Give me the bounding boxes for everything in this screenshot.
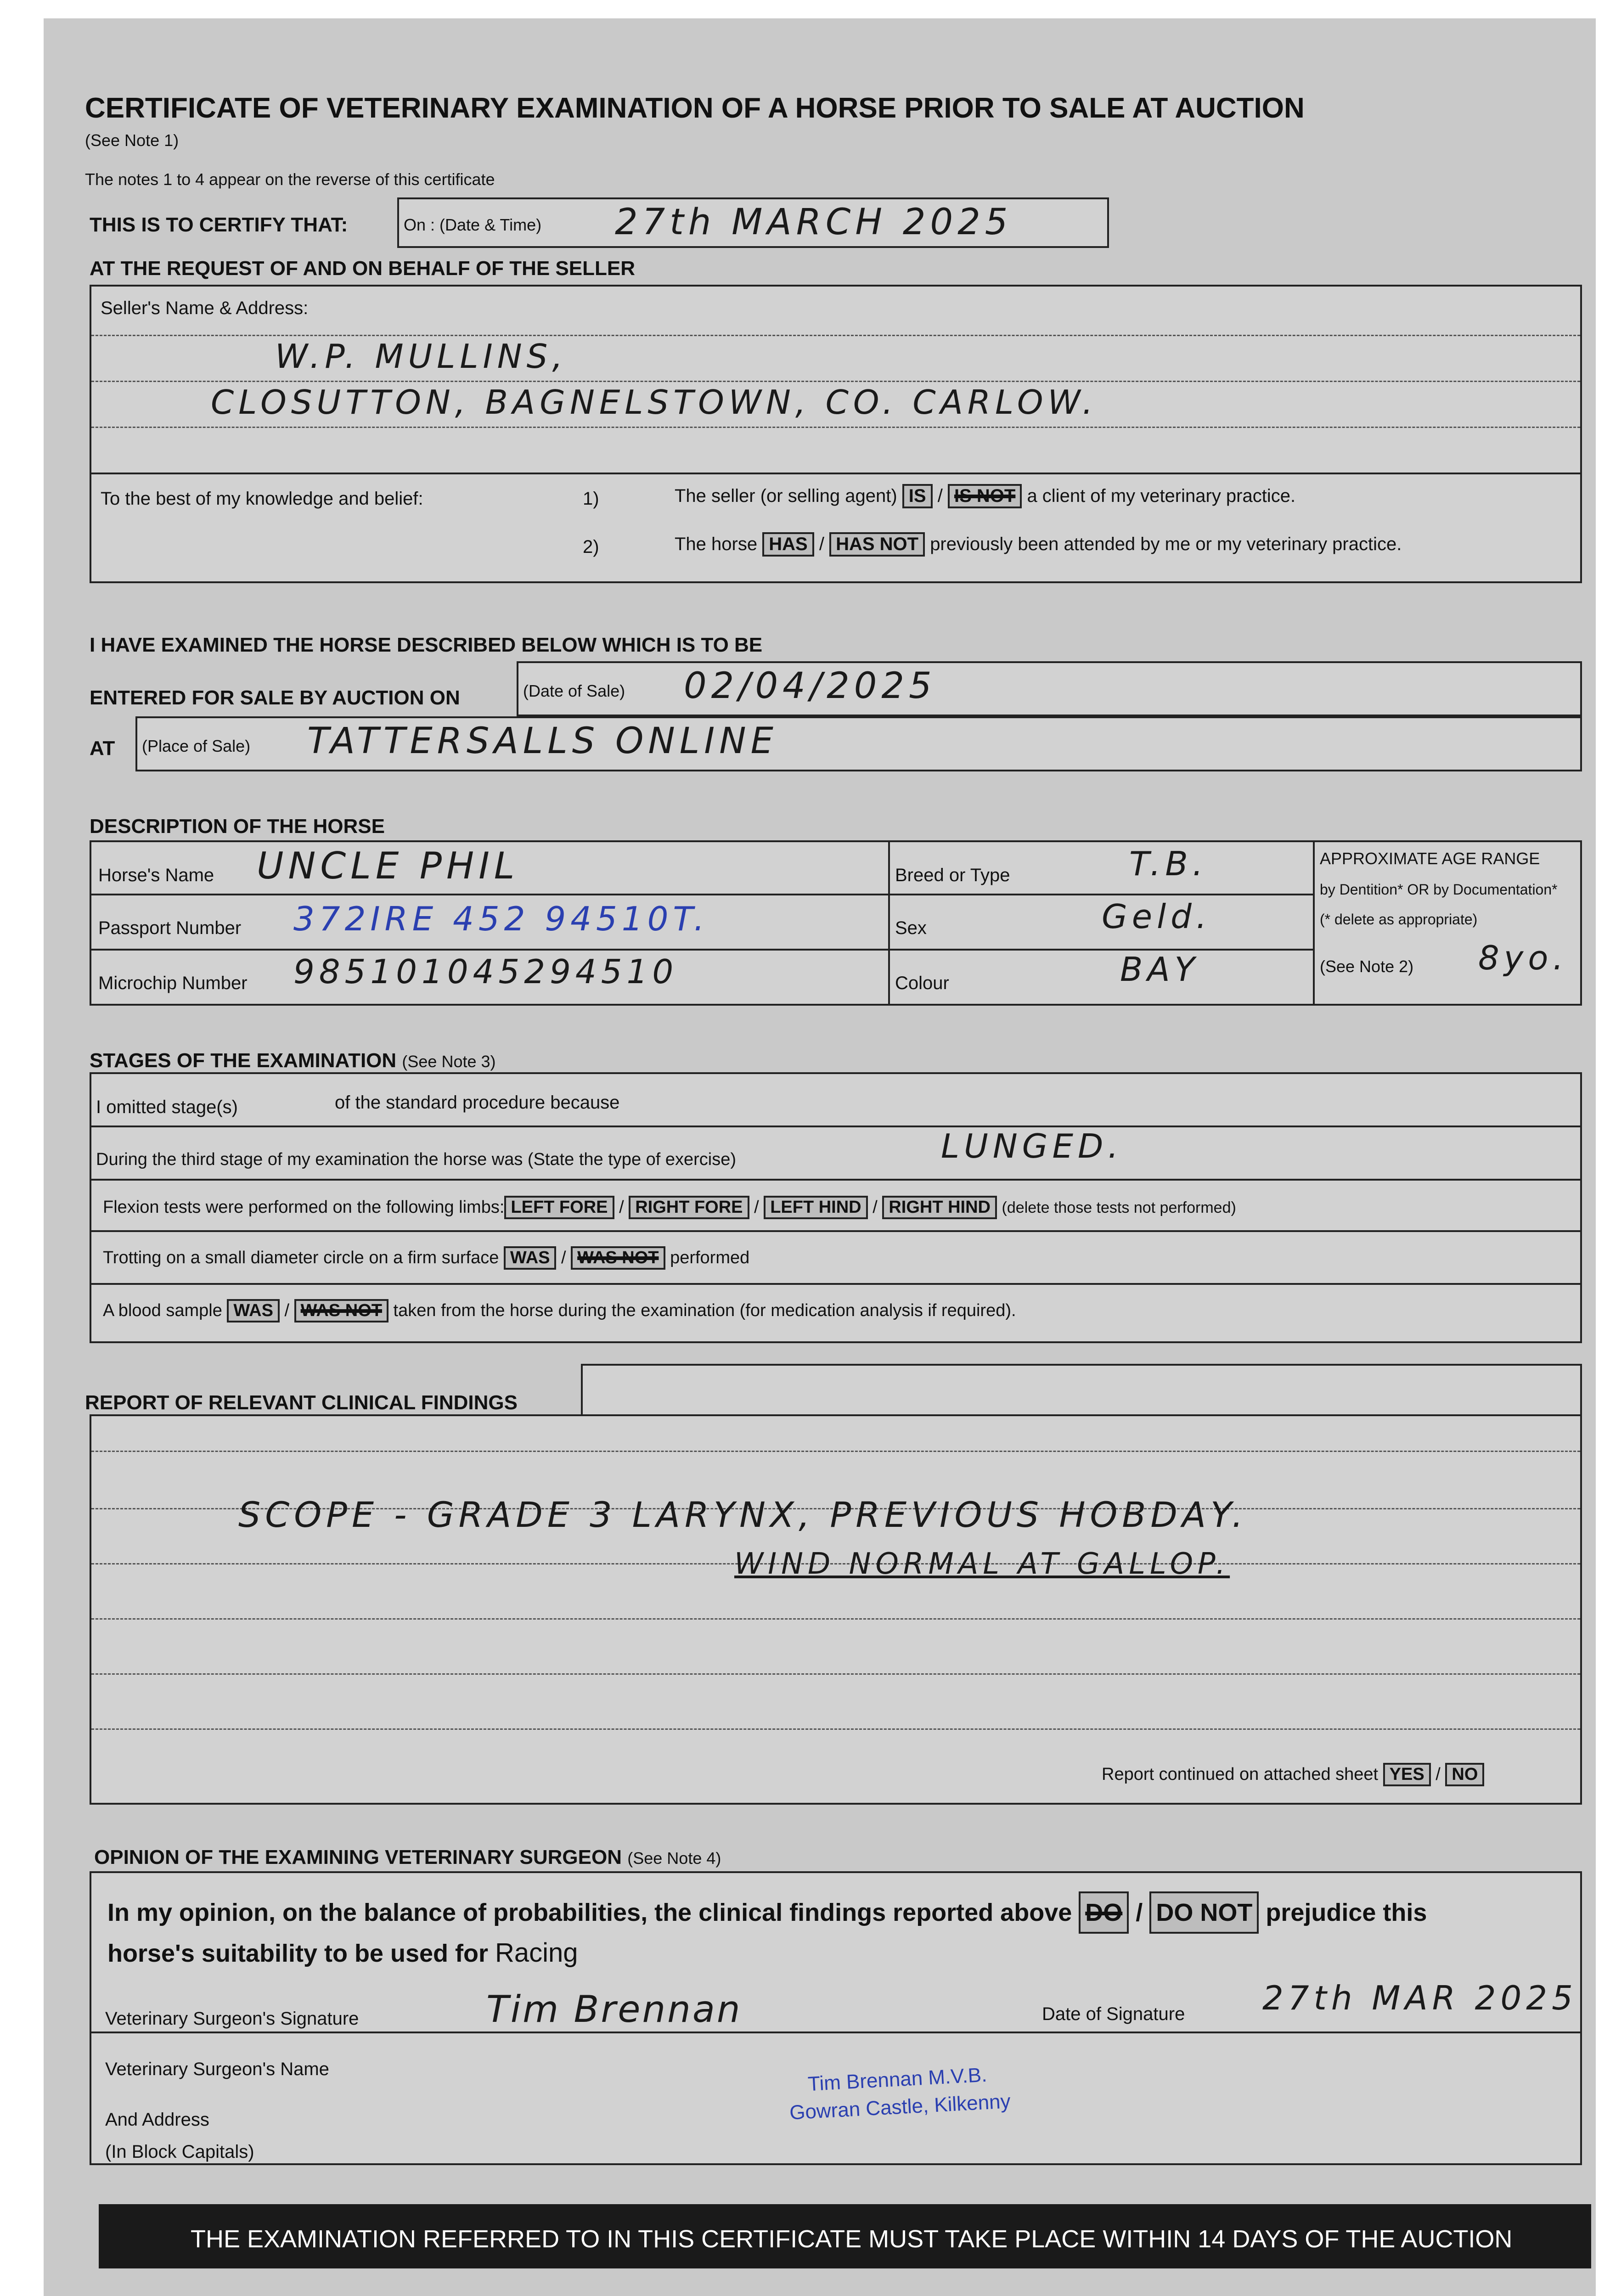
third-stage-value[interactable]: LUNGED. xyxy=(941,1127,1123,1165)
date-time-label: On : (Date & Time) xyxy=(404,215,542,234)
certificate-sheet xyxy=(44,18,1596,2296)
place-of-sale-value: TATTERSALLS ONLINE xyxy=(307,720,778,762)
left-hind-option[interactable]: LEFT HIND xyxy=(764,1196,867,1219)
age-delete-note: (* delete as appropriate) xyxy=(1320,911,1478,928)
continued-no-option[interactable]: NO xyxy=(1445,1763,1484,1786)
trot-was-option[interactable]: WAS xyxy=(504,1246,557,1270)
date-of-sale-value: 02/04/2025 xyxy=(684,665,936,707)
trot-was-not-option[interactable]: WAS NOT xyxy=(571,1246,665,1270)
item2-post: previously been attended by me or my veterinary practice. xyxy=(930,534,1402,554)
seller-address-value[interactable]: CLOSUTTON, BAGNELSTOWN, CO. CARLOW. xyxy=(211,383,1098,422)
item2-pre: The horse xyxy=(675,534,758,554)
do-not-option[interactable]: DO NOT xyxy=(1149,1891,1259,1934)
continued-yes-option[interactable]: YES xyxy=(1383,1763,1431,1786)
passport-label: Passport Number xyxy=(98,918,242,938)
see-note-1: (See Note 1) xyxy=(85,131,179,150)
right-fore-option[interactable]: RIGHT FORE xyxy=(629,1196,749,1219)
stages-heading: STAGES OF THE EXAMINATION (See Note 3) xyxy=(90,1049,496,1072)
item1-number: 1) xyxy=(583,489,599,509)
seller-name-value[interactable]: W.P. MULLINS, xyxy=(275,337,568,376)
signature-date-value[interactable]: 27th MAR 2025 xyxy=(1262,1979,1577,2017)
opinion-text-pre: In my opinion, on the balance of probabilities, the clinical findings reported above xyxy=(107,1899,1072,1926)
microchip-value[interactable]: 985101045294510 xyxy=(293,952,678,991)
place-of-sale-label: (Place of Sale) xyxy=(142,737,251,755)
colour-label: Colour xyxy=(895,973,949,993)
description-heading: DESCRIPTION OF THE HORSE xyxy=(90,815,385,838)
left-fore-option[interactable]: LEFT FORE xyxy=(504,1196,614,1219)
horse-name-value[interactable]: UNCLE PHIL xyxy=(257,844,519,887)
blood-label: A blood sample xyxy=(103,1301,222,1320)
entered-label: ENTERED FOR SALE BY AUCTION ON xyxy=(90,687,460,709)
is-not-option[interactable]: IS NOT xyxy=(948,484,1022,508)
blood-sample-row: A blood sample WAS / WAS NOT taken from the horse during the examination (for medication analysis if required). xyxy=(103,1299,1016,1322)
vet-address-label: And Address xyxy=(105,2110,209,2130)
seller-box xyxy=(90,285,1582,583)
item1-pre: The seller (or selling agent) xyxy=(675,486,897,506)
date-time-value: 27th MARCH 2025 xyxy=(615,202,1013,243)
report-header-box xyxy=(581,1364,1582,1414)
report-continued-row: Report continued on attached sheet YES / NO xyxy=(1102,1763,1484,1786)
certificate-title: CERTIFICATE OF VETERINARY EXAMINATION OF A HORSE PRIOR TO SALE AT AUCTION xyxy=(85,92,1305,124)
stages-box xyxy=(90,1072,1582,1343)
microchip-label: Microchip Number xyxy=(98,973,248,993)
flexion-tests-row: Flexion tests were performed on the following limbs: LEFT FORE / RIGHT FORE / LEFT HIND / RIGHT HIND (delete those tests not performed) xyxy=(103,1196,1236,1219)
horse-name-label: Horse's Name xyxy=(98,865,214,885)
report-line-1[interactable]: SCOPE - GRADE 3 LARYNX, PREVIOUS HOBDAY. xyxy=(238,1494,1248,1535)
notes-text: The notes 1 to 4 appear on the reverse of this certificate xyxy=(85,170,495,189)
omitted-stages-label: I omitted stage(s) xyxy=(96,1097,238,1117)
sex-value[interactable]: Geld. xyxy=(1102,897,1211,936)
vet-name-label: Veterinary Surgeon's Name xyxy=(105,2059,329,2079)
age-see-note: (See Note 2) xyxy=(1320,957,1414,976)
block-capitals-label: (In Block Capitals) xyxy=(105,2142,254,2162)
knowledge-label: To the best of my knowledge and belief: xyxy=(101,489,423,509)
opinion-statement: In my opinion, on the balance of probabilities, the clinical findings reported above DO / DO NOT prejudice this horse's suitability to be used for Racing xyxy=(107,1891,1568,1973)
signature-date-label: Date of Signature xyxy=(1042,2004,1185,2024)
omitted-stages-reason-label: of the standard procedure because xyxy=(335,1092,620,1113)
do-option[interactable]: DO xyxy=(1079,1891,1129,1934)
seller-name-label: Seller's Name & Address: xyxy=(101,298,309,318)
report-box xyxy=(90,1414,1582,1805)
date-of-sale-label: (Date of Sale) xyxy=(523,681,625,700)
footer-text: THE EXAMINATION REFERRED TO IN THIS CERTIFICATE MUST TAKE PLACE WITHIN 14 DAYS OF THE AUCTION xyxy=(191,2225,1513,2253)
trotting-row: Trotting on a small diameter circle on a firm surface WAS / WAS NOT performed xyxy=(103,1246,749,1270)
age-method-line: by Dentition* OR by Documentation* xyxy=(1320,881,1558,898)
age-value[interactable]: 8yo. xyxy=(1478,939,1568,977)
has-not-option[interactable]: HAS NOT xyxy=(829,532,925,557)
sex-label: Sex xyxy=(895,918,927,938)
breed-label: Breed or Type xyxy=(895,865,1010,885)
place-of-sale-field[interactable] xyxy=(135,716,1582,771)
examined-label: I HAVE EXAMINED THE HORSE DESCRIBED BELOW WHICH IS TO BE xyxy=(90,634,763,656)
request-label: AT THE REQUEST OF AND ON BEHALF OF THE SELLER xyxy=(90,257,635,280)
opinion-text-post: prejudice this xyxy=(1266,1899,1427,1926)
colour-value[interactable]: BAY xyxy=(1120,950,1199,989)
flexion-note: (delete those tests not performed) xyxy=(1002,1199,1236,1216)
intended-use-value[interactable]: Racing xyxy=(495,1938,578,1968)
blood-was-option[interactable]: WAS xyxy=(227,1299,280,1322)
is-option[interactable]: IS xyxy=(902,484,933,508)
horse-attended-statement: The horse HAS / HAS NOT previously been attended by me or my veterinary practice. xyxy=(675,532,1402,557)
date-time-field[interactable] xyxy=(397,197,1109,248)
blood-was-not-option[interactable]: WAS NOT xyxy=(294,1299,388,1322)
age-heading: APPROXIMATE AGE RANGE xyxy=(1320,849,1540,868)
opinion-box xyxy=(90,1871,1582,2165)
footer-banner xyxy=(99,2204,1591,2268)
item2-number: 2) xyxy=(583,537,599,557)
item1-post: a client of my veterinary practice. xyxy=(1027,486,1296,506)
opinion-text-line2: horse's suitability to be used for xyxy=(107,1940,488,1967)
opinion-heading: OPINION OF THE EXAMINING VETERINARY SURGEON (See Note 4) xyxy=(94,1846,721,1868)
report-heading: REPORT OF RELEVANT CLINICAL FINDINGS xyxy=(85,1391,518,1414)
report-line-2[interactable]: WIND NORMAL AT GALLOP. xyxy=(734,1547,1230,1581)
signature-label: Veterinary Surgeon's Signature xyxy=(105,2009,359,2029)
certify-label: THIS IS TO CERTIFY THAT: xyxy=(90,214,348,236)
vet-stamp-address: Gowran Castle, Kilkenny xyxy=(789,2090,1011,2124)
vet-stamp-name: Tim Brennan M.V.B. xyxy=(807,2063,988,2096)
passport-value[interactable]: 372IRE 452 94510T. xyxy=(293,900,709,938)
has-option[interactable]: HAS xyxy=(762,532,814,557)
date-of-sale-field[interactable] xyxy=(517,661,1582,716)
breed-value[interactable]: T.B. xyxy=(1129,844,1208,883)
at-label: AT xyxy=(90,737,115,760)
seller-client-statement: The seller (or selling agent) IS / IS NOT a client of my veterinary practice. xyxy=(675,484,1295,508)
right-hind-option[interactable]: RIGHT HIND xyxy=(882,1196,997,1219)
vet-signature[interactable]: Tim Brennan xyxy=(486,1988,742,2031)
trot-label: Trotting on a small diameter circle on a firm surface xyxy=(103,1248,499,1267)
third-stage-label: During the third stage of my examination the horse was (State the type of exercise) xyxy=(96,1150,737,1169)
report-continued-label: Report continued on attached sheet xyxy=(1102,1765,1379,1784)
description-box xyxy=(90,840,1582,1006)
flexion-label: Flexion tests were performed on the following limbs: xyxy=(103,1198,505,1217)
